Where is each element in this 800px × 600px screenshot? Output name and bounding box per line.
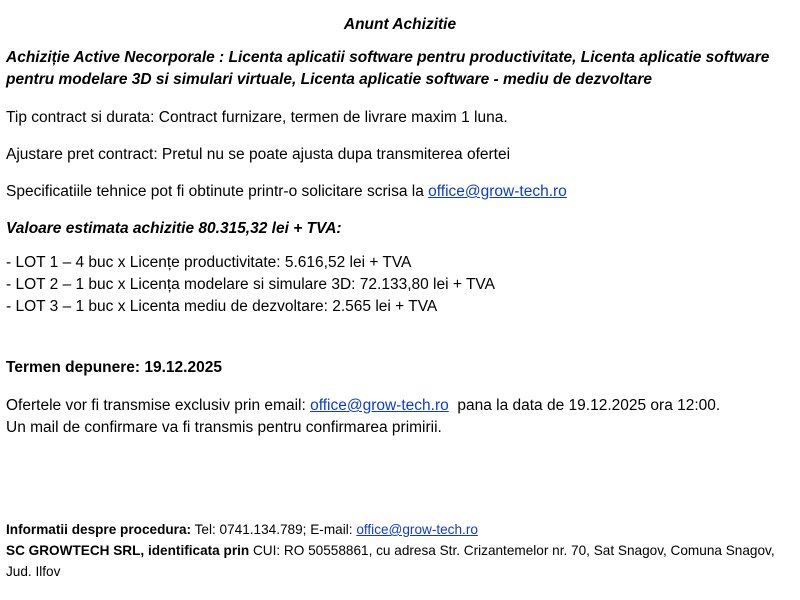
price-adjust-text: Ajustare pret contract: Pretul nu se poate ajusta dupa transmiterea ofertei [6,146,511,163]
offers-email-link[interactable]: office@grow-tech.ro [310,397,449,414]
document-title: Anunt Achizitie [343,16,457,33]
footer-company-label: SC GROWTECH SRL, identificata prin [6,543,250,558]
deadline-text: Termen depunere: 19.12.2025 [6,359,222,376]
lot-item: - LOT 2 – 1 buc x Licența modelare si simulare 3D: 72.133,80 lei + TVA [6,276,495,293]
lot-item: - LOT 1 – 4 buc x Licențe productivitate: 5.616,52 lei + TVA [6,254,412,271]
specs-paragraph [6,182,794,202]
acquisition-heading: Achiziție Active Necorporale : Licenta aplicatii software pentru productivitate, Licenta aplicatie software pentru modelare 3D si simulari virtuale, Licenta aplicatie software - mediu de dezvoltare [6,49,770,88]
lots-list [6,252,794,318]
contract-type-text: Tip contract si durata: Contract furnizare, termen de livrare maxim 1 luna. [6,109,508,126]
footer-company [6,540,796,582]
offers-suffix: pana la data de 19.12.2025 ora 12:00. [448,397,721,414]
footer-company-text: CUI: RO 50558861, cu adresa Str. Crizantemelor nr. 70, Sat Snagov, Comuna Snagov, Jud. Ilfov [6,543,775,579]
specs-email-link[interactable]: office@grow-tech.ro [428,183,567,200]
footer [6,519,796,582]
footer-email-link[interactable]: office@grow-tech.ro [356,522,478,537]
offers-prefix: Ofertele vor fi transmise exclusiv prin email: [6,397,311,414]
footer-info-label: Informatii despre procedura: [6,522,192,537]
lot-item: - LOT 3 – 1 buc x Licenta mediu de dezvoltare: 2.565 lei + TVA [6,298,438,315]
footer-info-text: Tel: 0741.134.789; E-mail: [191,522,357,537]
specs-text: Specificatiile tehnice pot fi obtinute printr-o solicitare scrisa la [6,183,429,200]
footer-info [6,519,796,540]
offers-confirmation: Un mail de confirmare va fi transmis pentru confirmarea primirii. [6,419,442,436]
offers-paragraph [6,395,794,439]
estimated-value-text: Valoare estimata achizitie 80.315,32 lei + TVA: [6,220,342,237]
